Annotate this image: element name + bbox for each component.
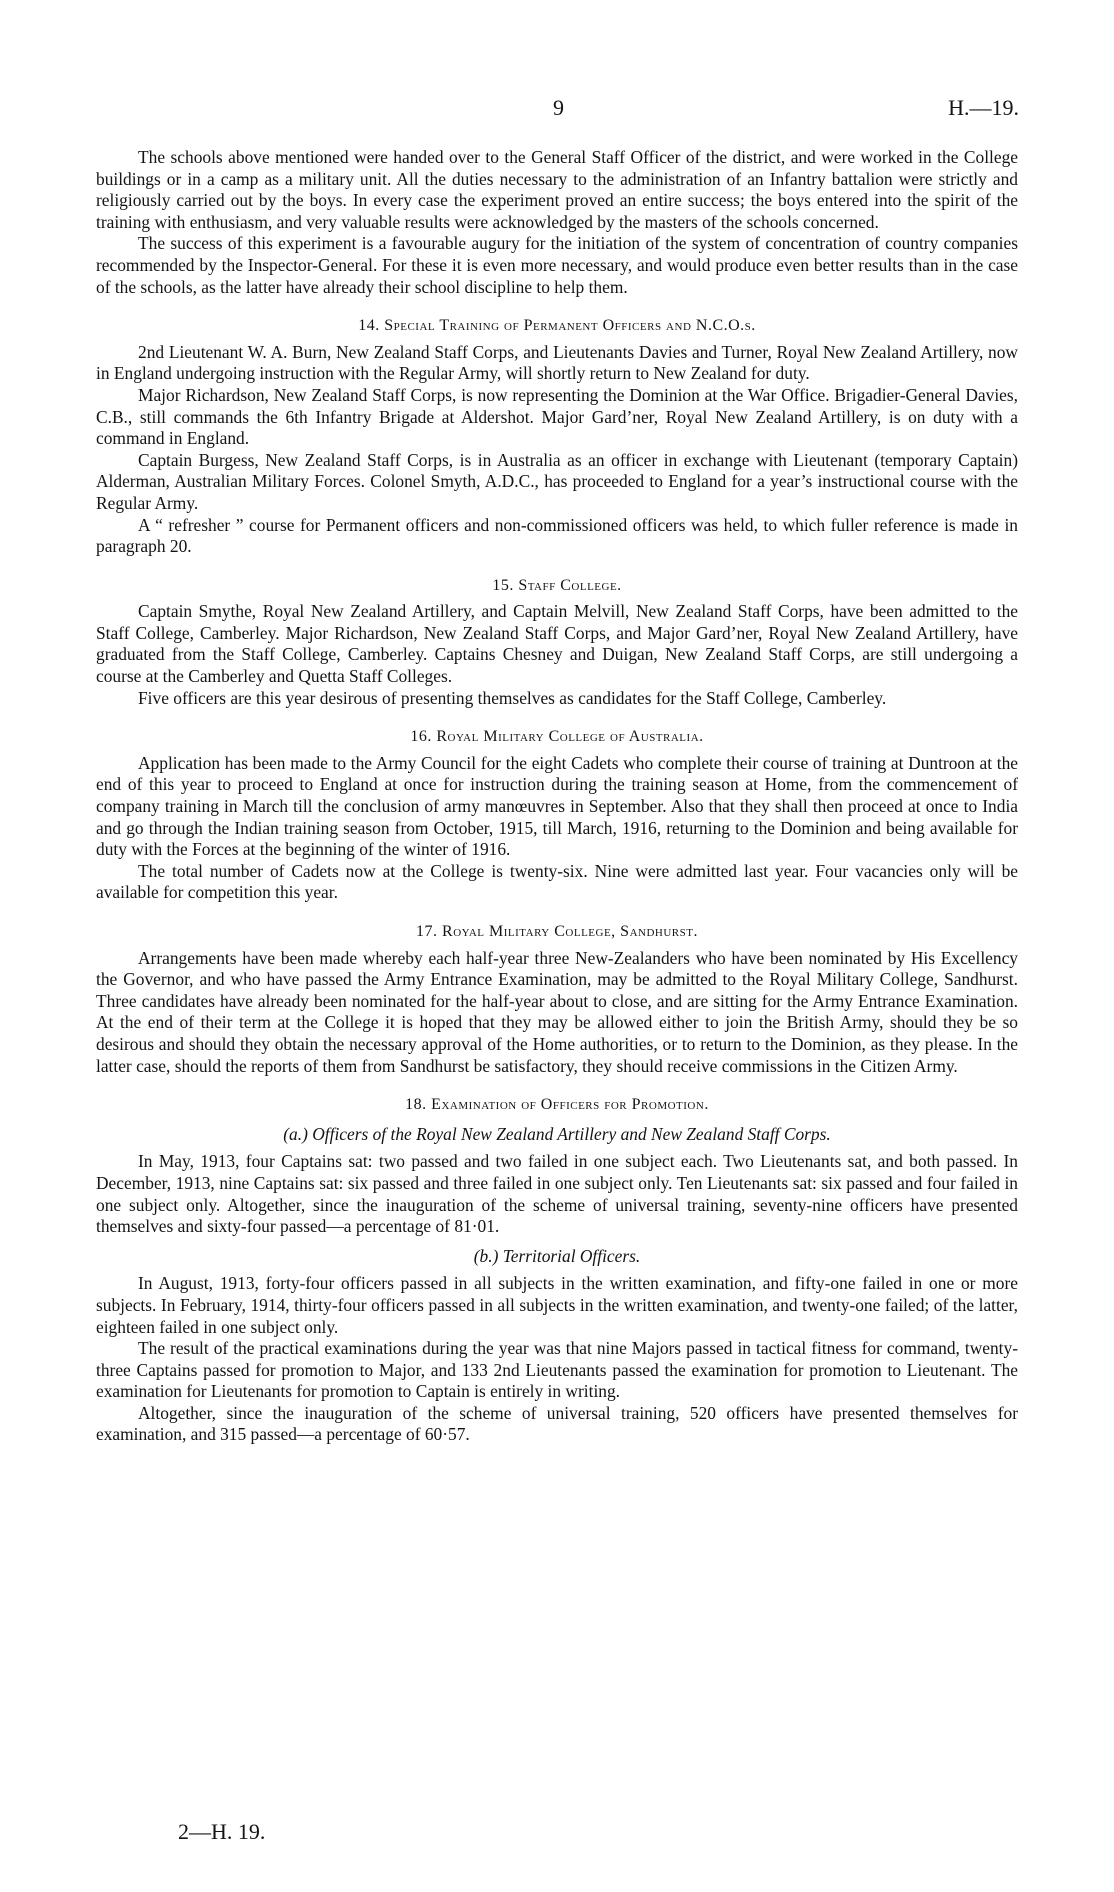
document-reference: H.—19. — [948, 95, 1019, 120]
page-header — [0, 95, 1114, 125]
section-18a-subheading: (a.) Officers of the Royal New Zealand Artillery and New Zealand Staff Corps. — [283, 1123, 831, 1144]
section-14-paragraph-2: Major Richardson, New Zealand Staff Corps, is now representing the Dominion at the War Office. Brigadier-General Davies, C.B., still commands the 6th Infantry Brigade at Aldershot. Major Gard’ner, Royal New Zealand Artillery, is on duty with a command in England. — [96, 384, 1018, 449]
section-18b-paragraph-2: The result of the practical examinations during the year was that nine Majors passed in tactical fitness for command, twenty-three Captains passed for promotion to Major, and 133 2nd Lieutenants passed the examination for promotion to Lieutenant. The examination for Lieutenants for promotion to Captain is entirely in writing. — [96, 1338, 1018, 1402]
intro-paragraph-1: The schools above mentioned were handed over to the General Staff Officer of the district, and were worked in the College buildings or in a camp as a military unit. All the duties necessary to the administration of an Infantry battalion were strictly and religiously carried out by the boys. In every case the experiment proved an entire success; the boys entered into the spirit of the training with enthusiasm, and very valuable results were acknowledged by the masters of the schools concerned. — [96, 147, 1018, 232]
section-14-paragraph-1: 2nd Lieutenant W. A. Burn, New Zealand Staff Corps, and Lieutenants Davies and Turner, Royal New Zealand Artillery, now in England undergoing instruction with the Regular Army, will shortly return to New Zealand for duty. — [96, 341, 1018, 384]
section-18b-paragraph-1: In August, 1913, forty-four officers passed in all subjects in the written examination, and fifty-one failed in one or more subjects. In February, 1914, thirty-four officers passed in all subjects in the written examination, and twenty-one failed; of the latter, eighteen failed in one subject only. — [96, 1273, 1018, 1337]
section-18b-subheading: (b.) Territorial Officers. — [473, 1245, 641, 1266]
signature-mark: 2—H. 19. — [178, 1819, 266, 1844]
page-number: 9 — [553, 95, 564, 120]
section-14-paragraph-4: A “ refresher ” course for Permanent officers and non-commissioned officers was held, to which fuller reference is made in paragraph 20. — [96, 514, 1018, 557]
section-18-heading: 18. Examination of Officers for Promotion. — [405, 1096, 709, 1114]
section-16-heading: 16. Royal Military College of Australia. — [410, 728, 704, 746]
section-16-paragraph-1: Application has been made to the Army Council for the eight Cadets who complete their course of training at Duntroon at the end of this year to proceed to England at once for instruction during the training season at Home, from the commencement of company training in March till the conclusion of army manœuvres in September. Also that they shall then proceed at once to India and go through the Indian training season from October, 1915, till March, 1916, returning to the Dominion and being available for duty with the Forces at the beginning of the winter of 1916. — [96, 752, 1018, 860]
section-16-paragraph-2: The total number of Cadets now at the College is twenty-six. Nine were admitted last year. Four vacancies only will be available for competition this year. — [96, 860, 1018, 903]
section-14-heading: 14. Special Training of Permanent Officers and N.C.O.s. — [358, 317, 756, 335]
section-15-heading: 15. Staff College. — [492, 576, 622, 594]
section-17-heading: 17. Royal Military College, Sandhurst. — [416, 923, 698, 940]
section-15-paragraph-2: Five officers are this year desirous of presenting themselves as candidates for the Staff College, Camberley. — [138, 687, 887, 708]
section-18b-paragraph-3: Altogether, since the inauguration of the scheme of universal training, 520 officers have presented themselves for examination, and 315 passed—a percentage of 60·57. — [96, 1402, 1018, 1445]
intro-paragraph-2: The success of this experiment is a favourable augury for the initiation of the system of concentration of country companies recommended by the Inspector-General. For these it is even more necessary, and would produce even better results than in the case of the schools, as the latter have already their school discipline to help them. — [96, 233, 1018, 297]
section-18a-paragraph-1: In May, 1913, four Captains sat: two passed and two failed in one subject each. Two Lieutenants sat, and both passed. In December, 1913, nine Captains sat: six passed and three failed in one subject only. Ten Lieutenants sat: six passed and four failed in one subject only. Altogether, since the inauguration of the scheme of universal training, seventy-nine officers have presented themselves and sixty-four passed—a percentage of 81·01. — [96, 1151, 1018, 1237]
section-14-paragraph-3: Captain Burgess, New Zealand Staff Corps, is in Australia as an officer in exchange with Lieutenant (temporary Captain) Alderman, Australian Military Forces. Colonel Smyth, A.D.C., has proceeded to England for a year’s instructional course with the Regular Army. — [96, 449, 1018, 513]
section-15-paragraph-1: Captain Smythe, Royal New Zealand Artillery, and Captain Melvill, New Zealand Staff Corps, have been admitted to the Staff College, Camberley. Major Richardson, New Zealand Staff Corps, and Major Gard’ner, Royal New Zealand Artillery, have graduated from the Staff College, Camberley. Captains Chesney and Duigan, New Zealand Staff Corps, are still undergoing a course at the Camberley and Quetta Staff Colleges. — [96, 601, 1018, 687]
page-body — [96, 147, 1018, 1446]
section-17-paragraph-1: Arrangements have been made whereby each half-year three New-Zealanders who have been nominated by His Excellency the Governor, and who have passed the Army Entrance Examination, may be admitted to the Royal Military College, Sandhurst. Three candidates have already been nominated for the half-year about to close, and are sitting for the Army Entrance Examination. At the end of their term at the College it is hoped that they may be allowed either to join the British Army, should they be so desirous and should they obtain the necessary approval of the Home authorities, or to return to the Dominion, as they please. In the latter case, should the reports of them from Sandhurst be satisfactory, they should receive commissions in the Citizen Army. — [96, 947, 1018, 1076]
